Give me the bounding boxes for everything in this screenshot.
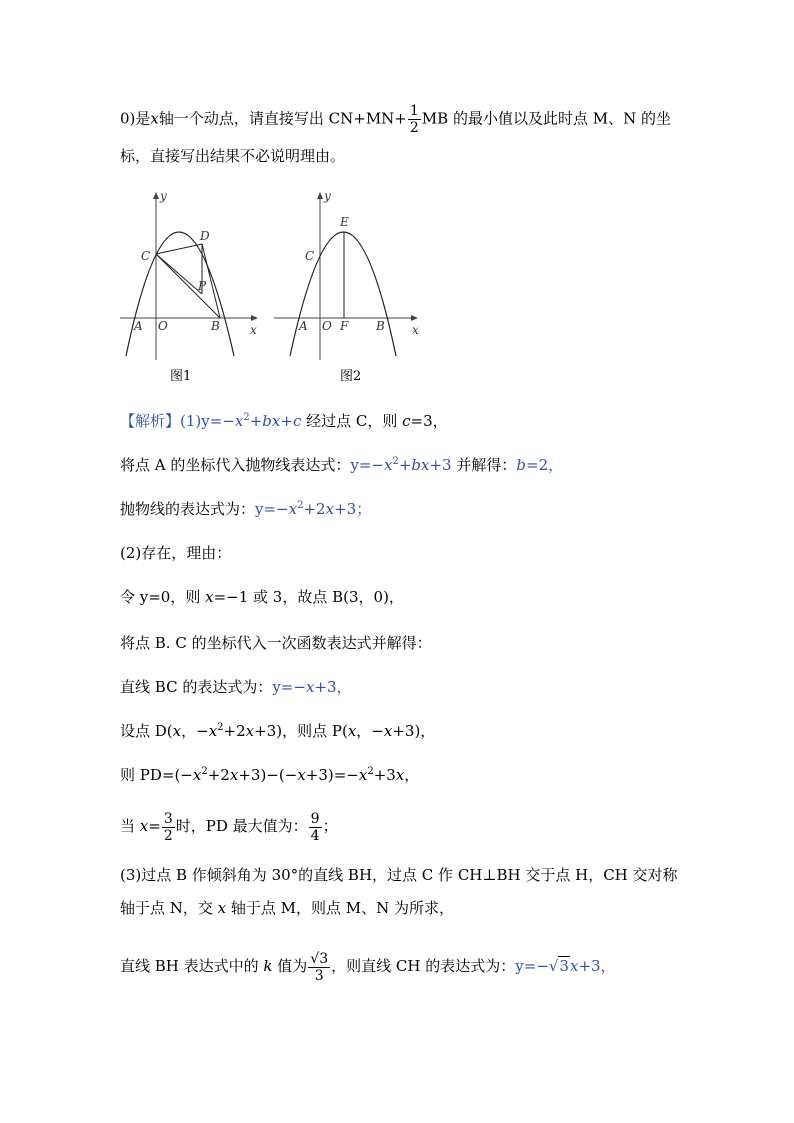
segment-cp [156, 254, 202, 294]
frac-num: √3 [310, 950, 329, 967]
text: bx [411, 456, 430, 474]
fraction [408, 104, 421, 135]
frac-num: 9 [310, 810, 320, 827]
label-o: O [322, 319, 332, 333]
x-arrow-icon [251, 315, 258, 321]
figure-2 [272, 188, 422, 363]
text: 时，PD 最大值为： [175, 817, 308, 835]
segment-cd [156, 244, 202, 254]
text: + [249, 412, 263, 430]
text: x [384, 456, 393, 474]
figure-1 [118, 188, 268, 363]
fraction [309, 812, 322, 843]
text: x [150, 109, 159, 128]
solution-line-8 [120, 721, 435, 741]
text: x [172, 722, 182, 740]
solution-line-11 [120, 865, 678, 885]
label-x: x [250, 323, 257, 337]
text: + [280, 412, 293, 430]
frac-den: 2 [163, 827, 173, 844]
solution-line-7 [120, 677, 352, 697]
x-arrow-icon [411, 315, 418, 321]
label-o: O [158, 319, 168, 333]
text: =2， [526, 456, 564, 474]
text: x [297, 766, 306, 784]
solution-line-1 [120, 411, 448, 431]
text: (1)y=− [180, 412, 235, 430]
label-b: B [211, 319, 220, 333]
solution-line-12 [120, 898, 454, 918]
text: x [383, 722, 393, 740]
text: 则 PD=(− [120, 766, 193, 784]
figure-1-caption: 图1 [170, 369, 192, 384]
text: 当 [120, 817, 140, 835]
text: 设点 D( [120, 722, 173, 740]
text: ，− [356, 722, 384, 740]
text: +2 [207, 766, 230, 784]
text: = [148, 817, 161, 835]
text: 2 [297, 500, 304, 511]
text: x [139, 817, 149, 835]
text: x [358, 766, 368, 784]
text: b [516, 456, 526, 474]
frac-num: 1 [409, 103, 419, 119]
text: c [292, 412, 302, 430]
solution-line-3 [120, 499, 371, 519]
y-arrow-icon [317, 192, 323, 199]
text: +2 [223, 722, 246, 740]
problem-line-2 [120, 146, 345, 166]
text: 直线 BH 表达式中的 [120, 957, 264, 975]
text: +3 [429, 456, 452, 474]
text: 令 y=0，则 [120, 588, 206, 606]
text: +3)，则点 P( [254, 722, 348, 740]
figure-2-caption: 图2 [340, 369, 362, 384]
text: 抛物线的表达式为： [120, 500, 256, 518]
text: 2 [217, 722, 224, 733]
text: y=− [272, 678, 306, 696]
text: +3)=− [305, 766, 359, 784]
text: 标，直接写出结果不必说明理由。 [120, 147, 346, 165]
solution-line-10 [120, 809, 338, 843]
segment-cb [156, 254, 220, 318]
y-arrow-icon [153, 192, 159, 199]
text: MB 的最小值以及此时点 M、N 的坐 [421, 109, 671, 128]
label-c: C [305, 249, 315, 263]
text: x [234, 412, 244, 430]
text: x [205, 588, 214, 606]
radicand: 3 [559, 957, 569, 975]
text: x [288, 500, 298, 518]
text: x [347, 722, 357, 740]
text: k [263, 957, 273, 975]
text: +3； [334, 500, 372, 518]
text: bx [262, 412, 281, 430]
frac-num: 3 [163, 810, 173, 827]
text: x [245, 722, 255, 740]
text: y=− [255, 500, 289, 518]
label-a: A [299, 319, 308, 333]
text: +3 [373, 766, 396, 784]
label-y: y [160, 189, 167, 203]
label-p: P [198, 279, 207, 293]
text: x [217, 899, 227, 917]
text: 经过点 C，则 [301, 412, 403, 430]
frac-den: 3 [314, 967, 324, 984]
text: 2 [201, 766, 208, 777]
label-c: C [141, 249, 151, 263]
text: + [398, 456, 412, 474]
text: ； [322, 817, 338, 835]
label-e: E [340, 215, 349, 229]
text: x [305, 678, 315, 696]
fraction [162, 812, 175, 843]
text: 将点 B. C 的坐标代入一次函数表达式并解得： [120, 634, 432, 652]
text: c [402, 412, 411, 430]
label-d: D [200, 229, 210, 243]
text: x [395, 766, 405, 784]
analysis-tag: 【解析】 [120, 412, 181, 430]
solution-line-4 [120, 543, 231, 563]
text: y=− [515, 957, 549, 975]
text: 将点 A 的坐标代入抛物线表达式： [120, 456, 351, 474]
text: 2 [392, 456, 399, 467]
sqrt [558, 946, 570, 986]
text: x [325, 500, 335, 518]
solution-line-5 [120, 587, 404, 607]
text: 2 [367, 766, 374, 777]
problem-line-1 [120, 104, 671, 135]
text: +3)， [392, 722, 436, 740]
text: x [569, 957, 579, 975]
text: 并解得： [451, 456, 517, 474]
text: +3， [578, 957, 616, 975]
label-a: A [134, 319, 143, 333]
text: 直线 BC 的表达式为： [120, 678, 273, 696]
label-b: B [376, 319, 385, 333]
solution-line-2 [120, 455, 563, 475]
text: x [208, 722, 218, 740]
solution-line-13: 直线 BH 表达式中的 k 值为 $\frac{√3}{3}$ ，则直线 CH 的表达式为：y=−√3x+3， [120, 946, 616, 986]
label-y: y [324, 189, 331, 203]
frac-den: 2 [409, 120, 419, 136]
text: x [229, 766, 239, 784]
text: 轴于点 N，交 [120, 899, 218, 917]
text: 0)是 [120, 109, 151, 128]
text: 轴于点 M，则点 M、N 为所求， [226, 899, 455, 917]
text: x [192, 766, 202, 784]
label-x: x [412, 323, 419, 337]
text: 轴一个动点，请直接写出 CN+MN+ [158, 109, 407, 128]
text: =3， [410, 412, 448, 430]
text: (2)存在，理由： [120, 544, 232, 562]
text: ，则直线 CH 的表达式为： [331, 957, 516, 975]
solution-line-9 [120, 765, 419, 785]
text: ，− [181, 722, 209, 740]
text: +2 [303, 500, 326, 518]
text: y=− [350, 456, 384, 474]
frac-den: 4 [310, 827, 320, 844]
label-f: F [340, 319, 349, 333]
solution-line-6 [120, 633, 432, 653]
text: +3， [314, 678, 352, 696]
fraction [308, 952, 330, 983]
text: ， [404, 766, 420, 784]
text: 2 [243, 412, 250, 423]
text: 值为 [272, 957, 308, 975]
text: (3)过点 B 作倾斜角为 30°的直线 BH，过点 C 作 CH⊥BH 交于点 H，CH 交对称 [120, 866, 678, 884]
text: +3)−(− [238, 766, 298, 784]
text: =−1 或 3，故点 B(3，0)， [213, 588, 404, 606]
